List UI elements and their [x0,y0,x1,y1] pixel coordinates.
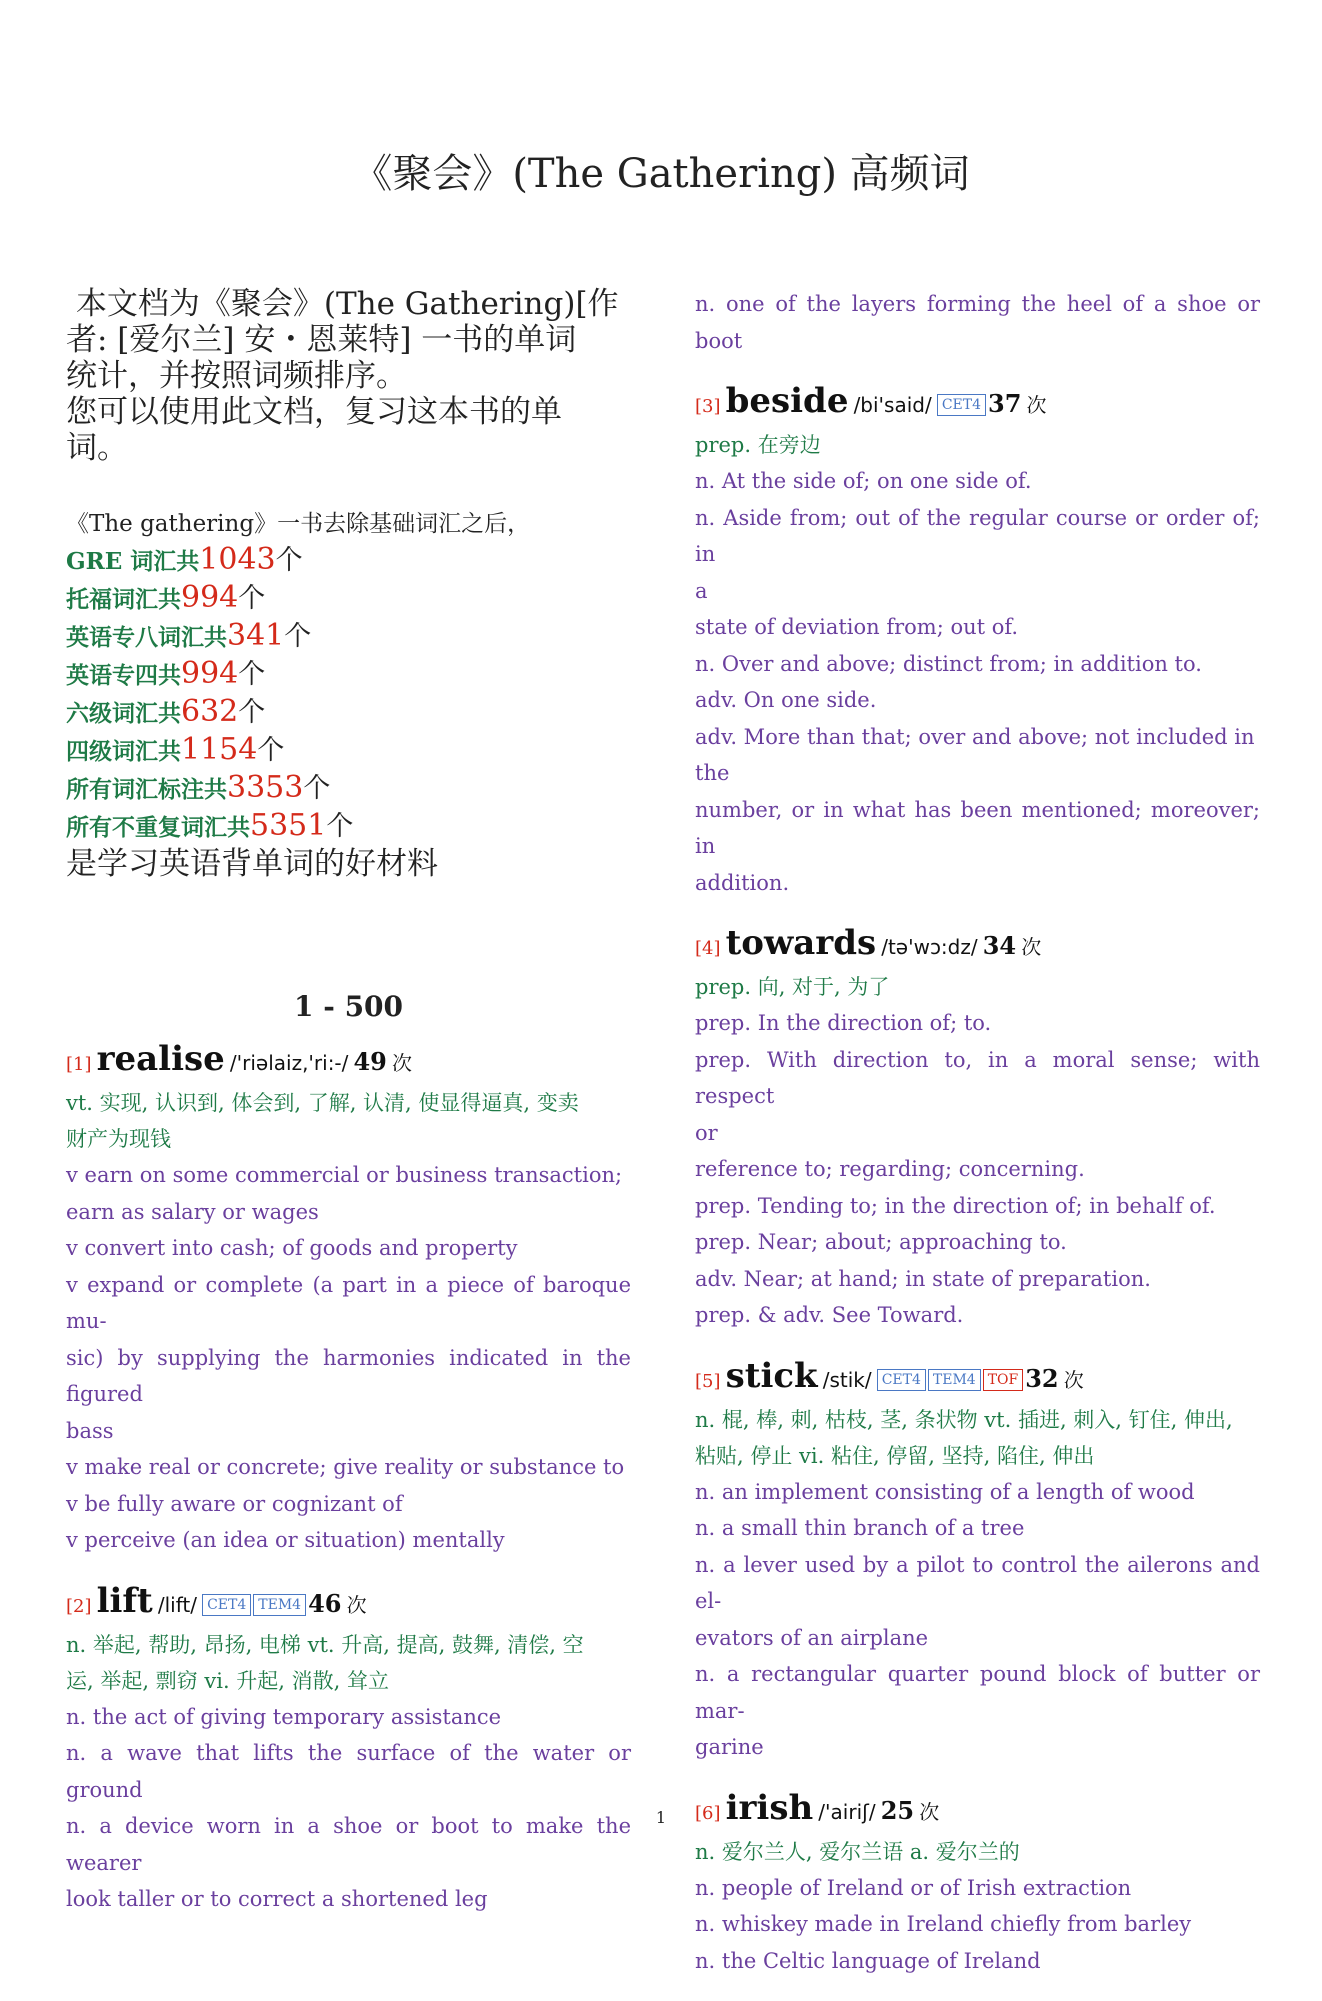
continued-definitions [695,286,1260,359]
english-definition: n. a device worn in a shoe or boot to make the wearer [66,1814,631,1875]
chinese-definition: 运, 举起, 剽窃 vi. 升起, 消散, 耸立 [66,1668,390,1693]
frequency-unit: 次 [919,1799,940,1824]
entry-header [695,1356,1260,1402]
stat-row [66,732,631,770]
english-definition: the [695,761,730,785]
level-badge: TEM4 [928,1369,981,1391]
headword: stick [725,1355,818,1396]
stat-row [66,770,631,808]
stat-row [66,808,631,846]
word-entry [66,1581,631,1918]
stat-unit: 个 [238,583,266,614]
stat-unit: 个 [238,697,266,728]
chinese-definition: prep. 向, 对于, 为了 [695,975,890,999]
english-definition: bass [66,1418,114,1443]
word-entry [695,381,1260,901]
range-heading: 1 - 500 [293,990,404,1023]
english-definition: n. the Celtic language of Ireland [695,1948,1041,1973]
chinese-definition: n. 爱尔兰人, 爱尔兰语 a. 爱尔兰的 [695,1839,1020,1864]
level-badge: CET4 [937,394,986,416]
phonetic: /'airiʃ/ [818,1799,876,1824]
entry-index: [6] [695,1802,721,1824]
english-definition: look taller or to correct a shortened leg [66,1887,488,1911]
english-definition: n. a wave that lifts the surface of the water or ground [66,1741,631,1802]
entry-index: [4] [695,938,721,959]
english-definition: prep. Near; about; approaching to. [695,1230,1067,1254]
entry-index: [2] [66,1595,92,1617]
document-title: 《聚会》(The Gathering) 高频词 [352,151,970,197]
english-definition: n. a lever used by a pilot to control the ailerons and el- [695,1552,1260,1613]
stat-row [66,656,631,694]
english-definition: n. people of Ireland or of Irish extraction [695,1875,1132,1900]
intro-line: 统计，并按照词频排序。 [66,358,407,394]
intro-line: 词。 [66,430,128,466]
english-definition: v expand or complete (a part in a piece of baroque mu- [66,1272,631,1333]
stat-label: 托福词汇共 [66,586,181,613]
intro-paragraph [66,286,631,466]
left-entry-list [66,1039,631,1918]
level-badge: TOF [983,1369,1024,1391]
stat-label: 英语专四共 [66,662,181,689]
frequency-count: 34 [982,931,1017,960]
stat-row [66,618,631,656]
english-definition: adv. Near; at hand; in state of preparation. [695,1266,1151,1291]
chinese-definition: 粘贴, 停止 vi. 粘住, 停留, 坚持, 陷住, 伸出 [695,1443,1095,1468]
stat-count: 632 [181,694,239,729]
word-entry [695,923,1260,1334]
level-badge: TEM4 [253,1594,306,1616]
vocabulary-stats [66,506,631,882]
chinese-definition: prep. 在旁边 [695,433,821,457]
chinese-definition: n. 举起, 帮助, 昂扬, 电梯 vt. 升高, 提高, 鼓舞, 清偿, 空 [66,1632,584,1657]
stat-row [66,542,631,580]
english-definition: n. whiskey made in Ireland chiefly from barley [695,1912,1192,1936]
english-definition: v earn on some commercial or business transaction; [66,1163,623,1187]
entry-header [66,1039,631,1085]
level-badge: CET4 [877,1369,926,1391]
headword: irish [725,1787,814,1828]
stat-count: 341 [227,618,285,653]
intro-line: 本文档为《聚会》(The Gathering)[作 [66,286,619,322]
english-definition: n. At the side of; on one side of. [695,469,1032,493]
frequency-count: 32 [1025,1363,1059,1393]
stat-count: 5351 [250,808,327,843]
english-definition: addition. [695,870,790,895]
frequency-unit: 次 [391,1051,412,1075]
intro-line: 您可以使用此文档，复习这本书的单 [66,394,562,430]
english-definition: evators of an airplane [695,1625,929,1650]
stat-count: 3353 [227,770,304,805]
english-definition: n. Over and above; distinct from; in addition to. [695,651,1202,676]
right-column [695,286,1260,2001]
stat-label: GRE 词汇共 [66,548,200,575]
stats-lead: 《The gathering》一书去除基础词汇之后， [66,511,531,537]
frequency-count: 25 [880,1795,915,1825]
headword: lift [96,1580,153,1621]
phonetic: /lift/ [157,1592,197,1617]
english-definition: prep. With direction to, in a moral sense; with respect [695,1047,1260,1108]
stat-unit: 个 [238,659,266,690]
stat-count: 994 [181,656,239,691]
english-definition: earn as salary or wages [66,1199,319,1224]
english-definition: number, or in what has been mentioned; moreover; in [695,797,1260,858]
stat-unit: 个 [275,545,303,576]
headword: towards [725,923,877,963]
english-definition: prep. Tending to; in the direction of; in behalf of. [695,1193,1216,1218]
english-definition: prep. & adv. See Toward. [695,1303,964,1327]
english-definition: state of deviation from; out of. [695,615,1019,639]
english-definition: prep. In the direction of; to. [695,1011,992,1035]
english-definition: v make real or concrete; give reality or substance to [66,1455,625,1479]
frequency-count: 37 [988,389,1022,418]
page-number: 1 [655,1808,667,1827]
level-badge: CET4 [202,1594,251,1616]
english-definition: n. an implement consisting of a length of wood [695,1479,1195,1504]
frequency-unit: 次 [346,1592,367,1617]
frequency-count: 46 [308,1588,342,1618]
english-definition: a [695,578,708,603]
english-definition: garine [695,1735,764,1759]
stat-unit: 个 [326,811,354,842]
intro-line: 者: [爱尔兰] 安・恩莱特] 一书的单词 [66,322,577,358]
stat-unit: 个 [284,621,312,652]
stat-label: 六级词汇共 [66,700,181,727]
entry-header [695,923,1260,969]
english-definition: n. the act of giving temporary assistance [66,1704,502,1729]
chinese-definition: n. 棍, 棒, 刺, 枯枝, 茎, 条状物 vt. 插进, 刺入, 钉住, 伸出, [695,1407,1233,1432]
stat-row [66,580,631,618]
entry-header [695,381,1260,427]
english-definition: sic) by supplying the harmonies indicated in the figured [66,1345,631,1406]
stat-label: 所有不重复词汇共 [66,814,250,841]
entry-header [66,1581,631,1627]
english-definition: n. Aside from; out of the regular course or order of; in [695,505,1260,566]
stat-count: 994 [181,580,239,615]
english-definition: n. a rectangular quarter pound block of butter or mar- [695,1662,1260,1723]
entry-index: [3] [695,396,721,417]
stat-unit: 个 [257,735,285,766]
stat-unit: 个 [303,773,331,804]
word-entry [695,1356,1260,1766]
stat-count: 1154 [181,732,258,767]
word-entry [66,1039,631,1559]
phonetic: /tə'wɔ:dz/ [881,935,978,959]
english-definition: v perceive (an idea or situation) mentally [66,1528,505,1552]
english-definition: n. a small thin branch of a tree [695,1516,1025,1540]
stats-closing: 是学习英语背单词的好材料 [66,846,438,882]
chinese-definition: 财产为现钱 [66,1127,171,1151]
frequency-unit: 次 [1021,935,1042,959]
phonetic: /stik/ [822,1367,872,1392]
english-definition: reference to; regarding; concerning. [695,1157,1085,1181]
stat-label: 所有词汇标注共 [66,776,227,803]
headword: beside [725,381,849,421]
phonetic: /'riəlaiz,'ri:-/ [229,1051,349,1075]
right-entry-list [695,381,1260,1979]
entry-index: [1] [66,1054,92,1075]
stat-label: 四级词汇共 [66,738,181,765]
frequency-unit: 次 [1063,1367,1084,1392]
chinese-definition: vt. 实现, 认识到, 体会到, 了解, 认清, 使显得逼真, 变卖 [66,1091,579,1115]
english-definition: v be fully aware or cognizant of [66,1491,403,1516]
english-definition: or [695,1120,718,1145]
stat-label: 英语专八词汇共 [66,624,227,651]
headword: realise [96,1039,225,1079]
stat-row [66,694,631,732]
frequency-unit: 次 [1026,393,1047,417]
left-column [66,286,631,1940]
stat-count: 1043 [199,542,276,577]
english-definition: adv. On one side. [695,688,877,712]
english-definition: adv. More than that; over and above; not included in [695,724,1255,749]
entry-index: [5] [695,1370,721,1392]
stats-list [66,542,631,846]
english-definition: n. one of the layers forming the heel of a shoe or boot [695,292,1260,353]
phonetic: /bi'said/ [853,393,932,417]
frequency-count: 49 [353,1047,387,1076]
english-definition: v convert into cash; of goods and property [66,1236,518,1260]
